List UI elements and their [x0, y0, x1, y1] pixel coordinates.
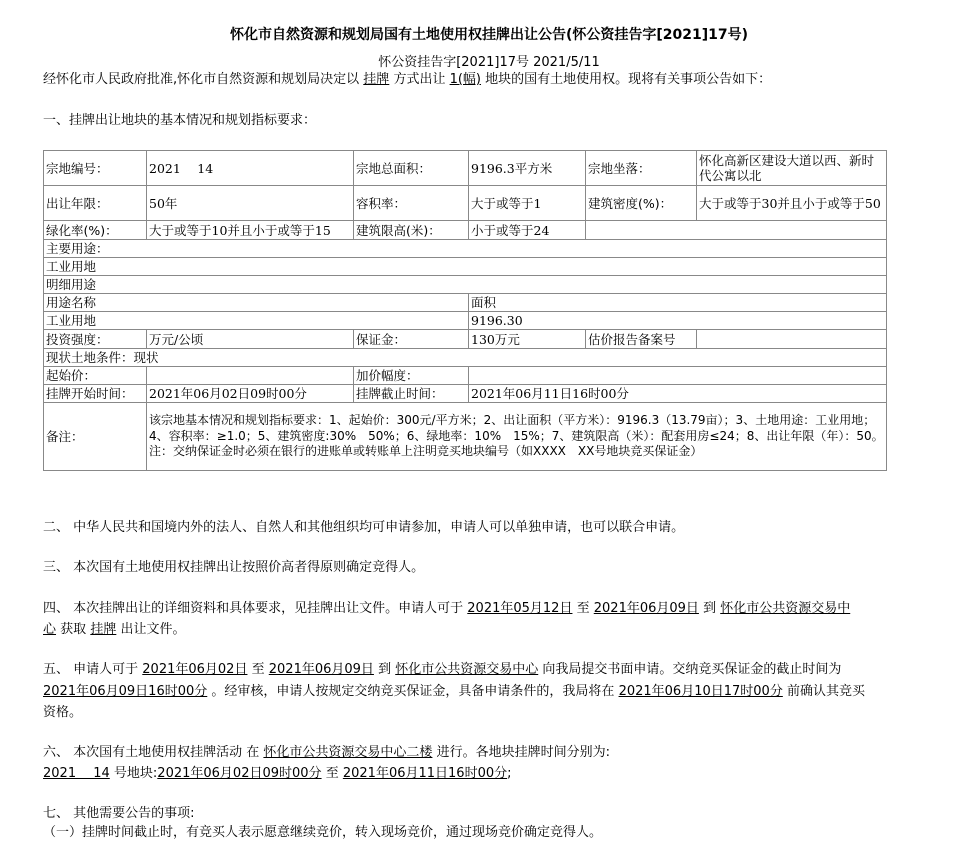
listing-end-time: 2021年06月11日16时00分 — [342, 766, 508, 781]
lot-number: 2021 14 — [43, 766, 110, 781]
label-main-use: 主要用途： — [44, 240, 887, 258]
value-location: 怀化高新区建设大道以西、新时代公寓以北 — [697, 151, 887, 186]
value-listing-end: 2021年06月11日16时00分 — [469, 385, 887, 403]
apply-end-date: 2021年06月09日 — [268, 662, 374, 677]
value-land-condition: 现状土地条件：现状 — [44, 349, 887, 367]
label-starting-price: 起始价： — [44, 367, 147, 385]
trading-center: 怀化市公共资源交易中心 — [395, 662, 539, 677]
table-row — [44, 367, 887, 385]
transfer-mode: 挂牌 — [90, 622, 117, 637]
label-bid-increment: 加价幅度： — [354, 367, 469, 385]
intro-text-2: 方式出让 — [393, 72, 446, 87]
transfer-mode: 挂牌 — [363, 72, 390, 87]
table-row — [44, 385, 887, 403]
label-location: 宗地坐落： — [586, 151, 697, 186]
land-info-table — [43, 150, 887, 471]
value-green-rate: 大于或等于10并且小于或等于15 — [147, 221, 354, 240]
qualification-date: 2021年06月10日17时00分 — [618, 684, 783, 699]
label-investment: 投资强度： — [44, 330, 147, 349]
section-2: 二、 中华人民共和国境内外的法人、自然人和其他组织均可申请参加，申请人可以单独申请，也可以联合申请。 — [43, 520, 685, 535]
label-plot-ratio: 容积率： — [354, 186, 469, 221]
section-6-text: 进行。各地块挂牌时间分别为: — [436, 745, 610, 760]
table-row — [44, 349, 887, 367]
section-4-line-1 — [43, 598, 850, 619]
section-6-text: ; — [507, 766, 512, 781]
table-row — [44, 221, 887, 240]
section-4-line-2 — [43, 619, 185, 640]
section-5-text: 至 — [251, 662, 265, 677]
table-row — [44, 330, 887, 349]
label-listing-start: 挂牌开始时间： — [44, 385, 147, 403]
value-bid-increment — [469, 367, 887, 385]
section-4-text: 到 — [703, 601, 717, 616]
apply-start-date: 2021年06月02日 — [142, 662, 248, 677]
section-5-line-1 — [43, 659, 841, 680]
section-6-line-2 — [43, 763, 512, 784]
label-remarks: 备注： — [44, 403, 147, 471]
intro-paragraph — [43, 69, 771, 90]
table-row — [44, 312, 887, 330]
section-5-text: 到 — [378, 662, 392, 677]
value-use-name: 工业用地 — [44, 312, 469, 330]
label-listing-end: 挂牌截止时间： — [354, 385, 469, 403]
section-5-line-2 — [43, 681, 865, 702]
table-row — [44, 186, 887, 221]
section-4-text: 获取 — [60, 622, 87, 637]
header-use-name: 用途名称 — [44, 294, 469, 312]
trading-center: 心 — [43, 622, 57, 637]
section-7-item-1: （一）挂牌时间截止时，有竞买人表示愿意继续竞价，转入现场竞价，通过现场竞价确定竞得人。 — [43, 825, 603, 840]
value-term: 50年 — [147, 186, 354, 221]
value-investment: 万元/公顷 — [147, 330, 354, 349]
value-starting-price — [147, 367, 354, 385]
label-total-area: 宗地总面积： — [354, 151, 469, 186]
label-term: 出让年限： — [44, 186, 147, 221]
listing-start-time: 2021年06月02日09时00分 — [157, 766, 322, 781]
page-title: 怀化市自然资源和规划局国有土地使用权挂牌出让公告(怀公资挂告字[2021]17号) — [229, 27, 749, 43]
section-5-text: 向我局提交书面申请。交纳竞买保证金的截止时间为 — [542, 662, 842, 677]
value-plot-ratio: 大于或等于1 — [469, 186, 586, 221]
section-6-text: 号地块: — [113, 766, 158, 781]
listing-venue: 怀化市公共资源交易中心二楼 — [263, 745, 433, 760]
deposit-deadline: 2021年06月09日16时00分 — [43, 684, 208, 699]
section-4-text: 四、 本次挂牌出让的详细资料和具体要求，见挂牌出让文件。申请人可于 — [43, 601, 464, 616]
value-height-limit: 小于或等于24 — [469, 221, 586, 240]
value-deposit: 130万元 — [469, 330, 586, 349]
section-6-text: 至 — [325, 766, 339, 781]
value-total-area: 9196.3平方米 — [469, 151, 586, 186]
table-row — [44, 403, 887, 471]
section-4-text: 出让文件。 — [120, 622, 186, 637]
value-main-use: 工业用地 — [44, 258, 887, 276]
section-4-text: 至 — [576, 601, 590, 616]
section-6-text: 六、 本次国有土地使用权挂牌活动 在 — [43, 745, 260, 760]
label-green-rate: 绿化率(%)： — [44, 221, 147, 240]
table-row — [44, 258, 887, 276]
table-row — [44, 294, 887, 312]
section-5-text: 前确认其竞买 — [786, 684, 865, 699]
intro-text-1: 经怀化市人民政府批准,怀化市自然资源和规划局决定以 — [43, 72, 360, 87]
section-6-line-1 — [43, 742, 610, 763]
header-area: 面积 — [469, 294, 887, 312]
value-plot-number: 2021 14 — [147, 151, 354, 186]
label-detail-use: 明细用途 — [44, 276, 887, 294]
announcement-number: 怀公资挂告字[2021]17号 2021/5/11 — [378, 55, 600, 70]
trading-center: 怀化市公共资源交易中 — [720, 601, 851, 616]
label-appraisal-number: 估价报告备案号 — [586, 330, 697, 349]
value-use-area: 9196.30 — [469, 312, 887, 330]
label-plot-number: 宗地编号： — [44, 151, 147, 186]
section-7-title: 七、 其他需要公告的事项: — [43, 806, 195, 821]
intro-text-3: 地块的国有土地使用权。现将有关事项公告如下： — [485, 72, 772, 87]
value-listing-start: 2021年06月02日09时00分 — [147, 385, 354, 403]
section-5-line-3: 资格。 — [43, 705, 83, 720]
table-row — [44, 276, 887, 294]
label-height-limit: 建筑限高(米)： — [354, 221, 469, 240]
section-5-text: 。经审核，申请人按规定交纳竞买保证金，具备申请条件的，我局将在 — [211, 684, 615, 699]
section-1-title: 一、挂牌出让地块的基本情况和规划指标要求： — [43, 113, 317, 128]
section-5-text: 五、 申请人可于 — [43, 662, 139, 677]
table-row — [44, 151, 887, 186]
table-row — [44, 240, 887, 258]
doc-start-date: 2021年05月12日 — [467, 601, 573, 616]
label-deposit: 保证金： — [354, 330, 469, 349]
doc-end-date: 2021年06月09日 — [593, 601, 699, 616]
value-building-density: 大于或等于30并且小于或等于50 — [697, 186, 887, 221]
section-3: 三、 本次国有土地使用权挂牌出让按照价高者得原则确定竞得人。 — [43, 560, 425, 575]
value-remarks: 该宗地基本情况和规划指标要求：1、起始价：300元/平方米；2、出让面积（平方米）：9196.3（13.79亩）；3、土地用途：工业用地；4、容积率：≥1.0；5、建筑密度:30% 50%；6、绿地率：10% 15%；7、建筑限高（米）：配套用房≤24；8、出让年限（年）：50。注：交纳保证金时必须在银行的进账单或转账单上注明竞买地块编号（如XXXX XX号地块竞买保证金） — [147, 403, 887, 471]
label-building-density: 建筑密度(%)： — [586, 186, 697, 221]
plot-count: 1(幅) — [449, 72, 482, 87]
